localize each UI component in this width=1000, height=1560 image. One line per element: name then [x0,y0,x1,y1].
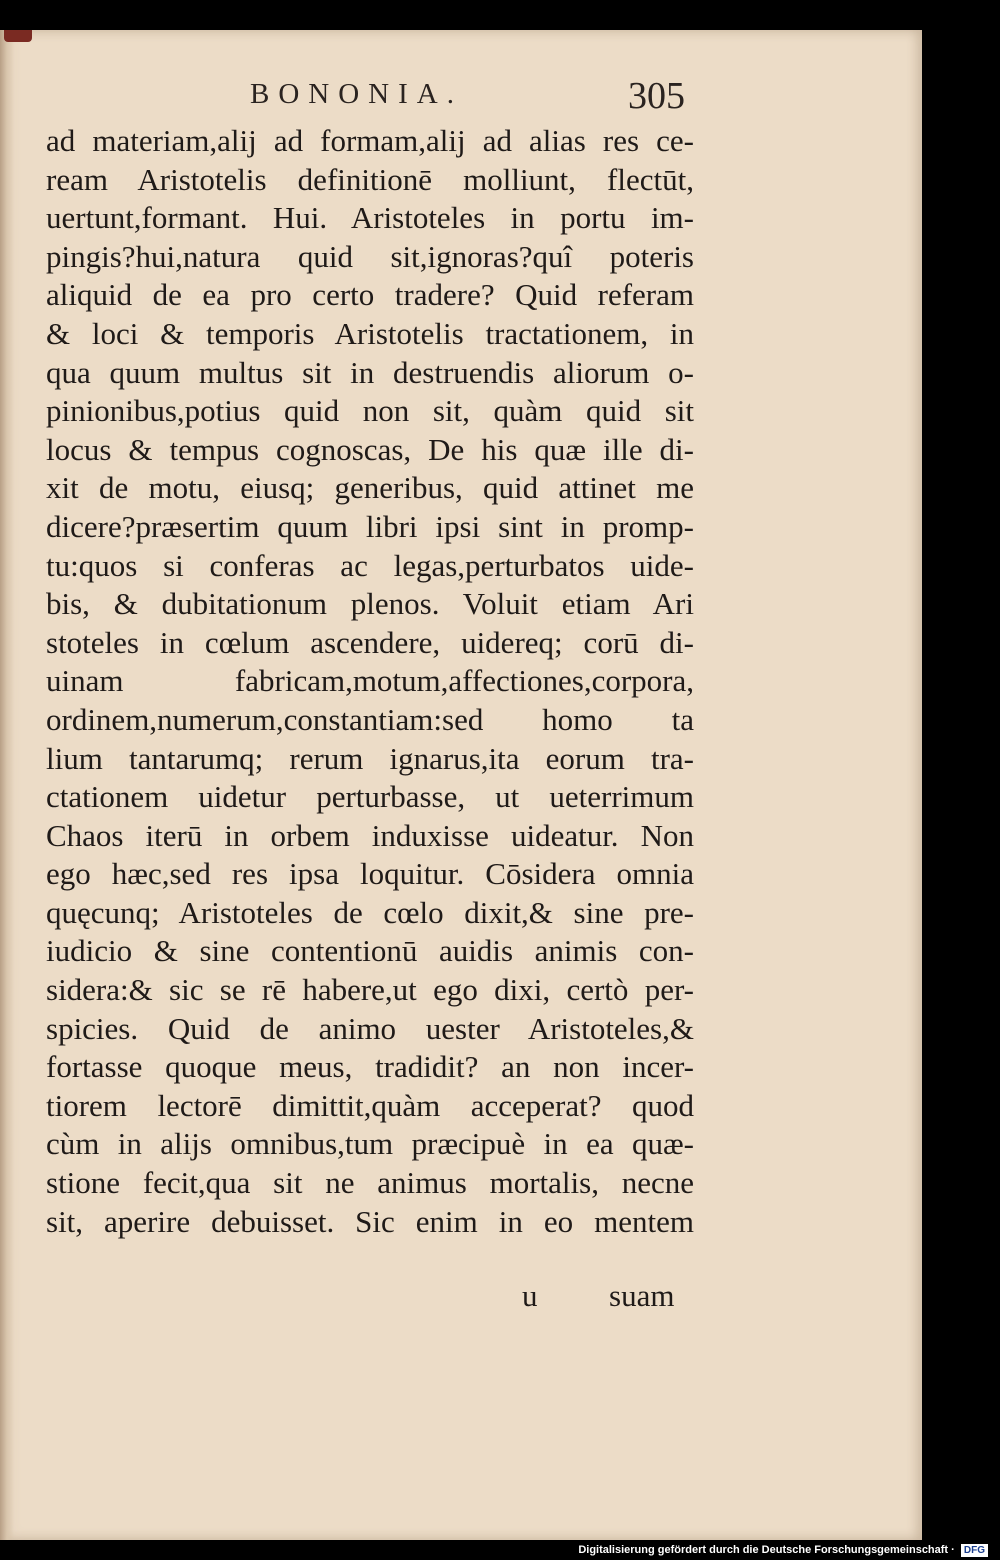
body-text [46,122,694,1241]
text-line: stione fecit,qua sit ne animus mortalis, necne [46,1165,694,1201]
text-line: cùm in alijs omnibus,tum præcipuè in ea quæ- [46,1126,694,1162]
text-line: tu:quos si conferas ac legas,perturbatos uide- [46,547,694,583]
text-line: lium tantarumq; rerum ignarus,ita eorum tra- [46,740,694,776]
text-line: ordinem,numerum,constantiam:sed homo ta [46,701,694,737]
dfg-logo: DFG [961,1544,988,1557]
text-line: Chaos iterū in orbem induxisse uideatur. Non [46,817,694,853]
text-line: & loci & temporis Aristotelis tractationem, in [46,315,694,351]
text-line: uinam fabricam,motum,affectiones,corpora, [46,663,694,699]
text-line: sidera:& sic se rē habere,ut ego dixi, certò per- [46,972,694,1008]
catchword: suam [609,1278,675,1313]
text-line: pinionibus,potius quid non sit, quàm quid sit [46,393,694,429]
text-line: fortasse quoque meus, tradidit? an non incer- [46,1049,694,1085]
text-line: stoteles in cœlum ascendere, uidereq; corū di- [46,624,694,660]
text-line: dicere?præsertim quum libri ipsi sint in promp- [46,508,694,544]
text-line: pingis?hui,natura quid sit,ignoras?quî poteris [46,238,694,274]
text-line: bis, & dubitationum plenos. Voluit etiam Ari [46,586,694,622]
text-line: quęcunq; Aristoteles de cœlo dixit,& sine pre- [46,894,694,930]
text-line: ctationem uidetur perturbasse, ut ueterrimum [46,779,694,815]
text-line: iudicio & sine contentionū auidis animis con- [46,933,694,969]
text-line: spicies. Quid de animo uester Aristoteles,& [46,1010,694,1046]
text-line: uertunt,formant. Hui. Aristoteles in portu im- [46,200,694,236]
text-line: xit de motu, eiusq; generibus, quid attinet me [46,470,694,506]
digitization-credit [578,1540,988,1560]
text-line: locus & tempus cognoscas, De his quæ ille di- [46,431,694,467]
text-line: ego hæc,sed res ipsa loquitur. Cōsidera omnia [46,856,694,892]
text-line: tiorem lectorē dimittit,quàm acceperat? quod [46,1087,694,1123]
catchword-line [0,1278,922,1318]
text-line: qua quum multus sit in destruendis aliorum o- [46,354,694,390]
credit-text: Digitalisierung gefördert durch die Deutsche Forschungsgemeinschaft · [578,1544,955,1556]
text-line: ream Aristotelis definitionē molliunt, flectūt, [46,161,694,197]
page-number: 305 [628,75,685,117]
text-line: sit, aperire debuisset. Sic enim in eo mentem [46,1203,694,1239]
book-page [0,30,922,1540]
text-line: aliquid de ea pro certo tradere? Quid referam [46,277,694,313]
signature-mark: u [522,1278,538,1313]
text-line: ad materiam,alij ad formam,alij ad alias res ce- [46,123,694,158]
red-stain-mark [4,30,32,42]
running-head: BONONIA. [250,78,463,110]
